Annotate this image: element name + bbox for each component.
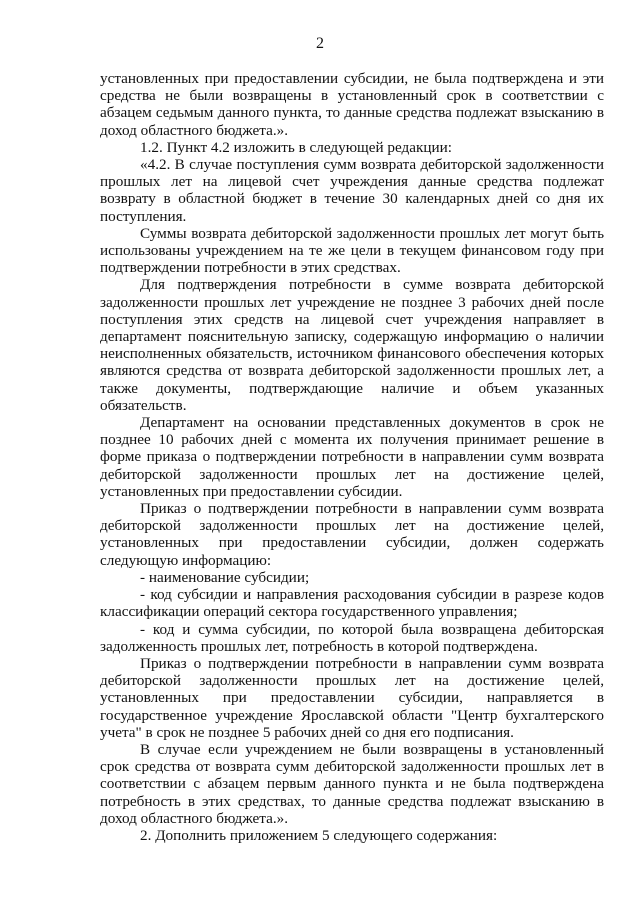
- paragraph: Приказ о подтверждении потребности в направлении сумм возврата дебиторской задолженности прошлых лет на достижение целей, установленных при предоставлении субсидии, направляется в государственное учреждение Ярославской области "Центр бухгалтерского учета" в срок не позднее 5 рабочих дней со дня его подписания.: [100, 654, 604, 741]
- list-item: - код субсидии и направления расходования субсидии в разрезе кодов классификации операций сектора государственного управления;: [100, 586, 604, 621]
- paragraph: Приказ о подтверждении потребности в направлении сумм возврата дебиторской задолженности прошлых лет на достижение целей, установленных при предоставлении субсидии, должен содержать следующую информацию:: [100, 500, 604, 569]
- list-item: - наименование субсидии;: [140, 568, 310, 586]
- paragraph: Суммы возврата дебиторской задолженности прошлых лет могут быть использованы учреждением на те же цели в текущем финансовом году при подтверждении потребности в этих средствах.: [100, 224, 604, 277]
- paragraph-item-1-2: 1.2. Пункт 4.2 изложить в следующей редакции:: [140, 138, 453, 156]
- list-item: - код и сумма субсидии, по которой была возвращена дебиторская задолженность прошлых лет, потребность в которой подтверждена.: [100, 620, 604, 655]
- paragraph: В случае если учреждением не были возвращены в установленный срок средства от возврата сумм дебиторской задолженности прошлых лет в соответствии с абзацем первым данного пункта и не была подтверждена потребность в этих средствах, то данные средства подлежат взысканию в доход областного бюджета.».: [100, 740, 604, 827]
- paragraph-clause-4-2: «4.2. В случае поступления сумм возврата дебиторской задолженности прошлых лет на лицевой счет учреждения данные средства подлежат возврату в областной бюджет в течение 30 календарных дней со дня их поступления.: [100, 156, 604, 225]
- paragraph: Департамент на основании представленных документов в срок не позднее 10 рабочих дней с момента их получения принимает решение в форме приказа о подтверждении потребности в направлении сумм возврата дебиторской задолженности прошлых лет на достижение целей, установленных при предоставлении субсидии.: [100, 414, 604, 500]
- page-number: 2: [316, 35, 324, 52]
- paragraph: Для подтверждения потребности в сумме возврата дебиторской задолженности прошлых лет учреждение не позднее 3 рабочих дней после поступления этих средств на лицевой счет учреждения направляет в департамент пояснительную записку, содержащую информацию о наличии неисполненных обязательств, источником финансового обеспечения которых являются средства от возврата дебиторской задолженности прошлых лет, а также документы, подтверждающие наличие и объем указанных обязательств.: [100, 276, 604, 414]
- document-body: [100, 70, 604, 844]
- paragraph-continuation: установленных при предоставлении субсидии, не была подтверждена и эти средства не были возвращены в установленный срок в соответствии с абзацем седьмым данного пункта, то данные средства подлежат взысканию в доход областного бюджета.».: [100, 70, 604, 139]
- paragraph-item-2: 2. Дополнить приложением 5 следующего содержания:: [140, 826, 498, 844]
